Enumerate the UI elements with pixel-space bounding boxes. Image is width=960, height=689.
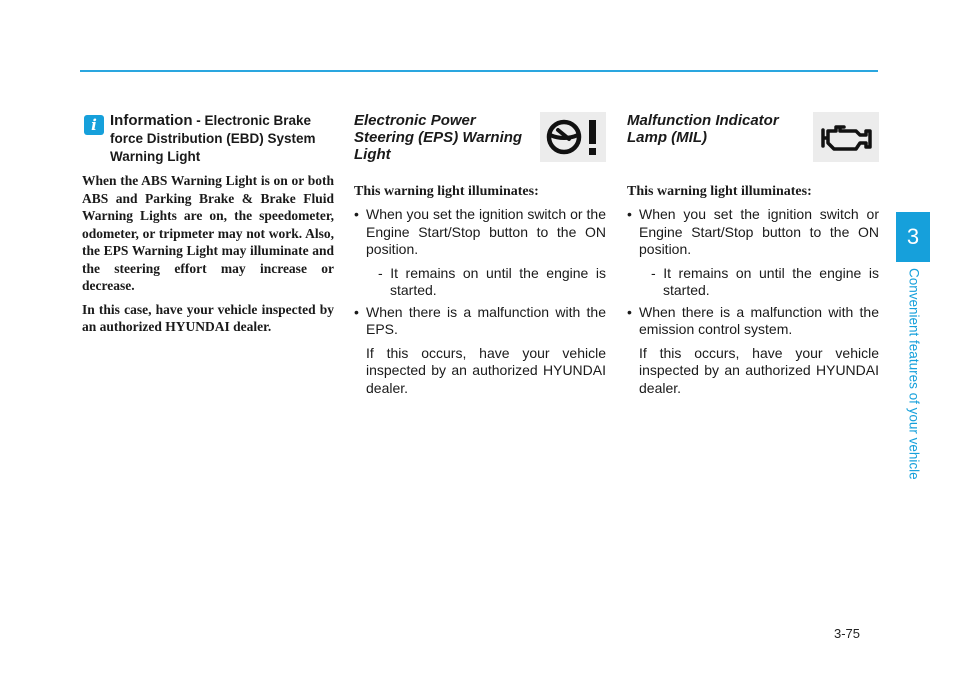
info-icon: i — [84, 115, 104, 135]
eps-bullet-2-para: If this occurs, have your vehicle inspected by an authorized HYUNDAI dealer. — [366, 344, 606, 396]
chapter-number: 3 — [906, 224, 920, 249]
mil-column — [627, 112, 879, 401]
eps-bullet-1-sub: - It remains on until the engine is started. — [378, 264, 606, 298]
info-label: Information — [110, 112, 193, 129]
info-title: - Electronic Brake force Distribution (EBD) System Warning Light — [110, 113, 316, 164]
eps-bullet-2: • When there is a malfunction with the EPS. — [354, 304, 606, 339]
page-number: 3-75 — [834, 626, 861, 641]
chapter-number-tab — [896, 212, 930, 262]
header-rule — [80, 70, 878, 72]
steering-wheel-warning-icon — [540, 112, 606, 162]
info-column — [82, 112, 334, 336]
mil-bullet-2: • When there is a malfunction with the emission control system. — [627, 304, 879, 339]
eps-header — [354, 112, 606, 170]
mil-title: Malfunction Indicator Lamp (MIL) — [627, 112, 779, 146]
mil-bullet-1: • When you set the ignition switch or Engine Start/Stop button to the ON position. — [627, 206, 879, 259]
chapter-title: Convenient features of your vehicle — [906, 268, 922, 480]
eps-title: Electronic Power Steering (EPS) Warning Light — [354, 112, 523, 163]
eps-column — [354, 112, 606, 401]
info-header — [82, 112, 334, 166]
mil-bullet-2-para: If this occurs, have your vehicle inspected by an authorized HYUNDAI dealer. — [639, 344, 879, 396]
info-paragraph-1: When the ABS Warning Light is on or both ABS and Parking Brake & Brake Fluid Warning Lights are on, the speedometer, odometer, or tripmeter may not work. Also, the EPS Warning Light may illuminate and the steering effort may increase or decrease. — [82, 173, 334, 293]
mil-bullet-1-sub: - It remains on until the engine is started. — [651, 264, 879, 298]
mil-header — [627, 112, 879, 170]
info-paragraph-2: In this case, have your vehicle inspected by an authorized HYUNDAI dealer. — [82, 301, 334, 334]
eps-subhead: This warning light illuminates: — [354, 184, 539, 199]
eps-bullet-1: • When you set the ignition switch or the Engine Start/Stop button to the ON position. — [354, 206, 606, 259]
engine-check-icon — [813, 112, 879, 162]
mil-subhead: This warning light illuminates: — [627, 184, 812, 199]
